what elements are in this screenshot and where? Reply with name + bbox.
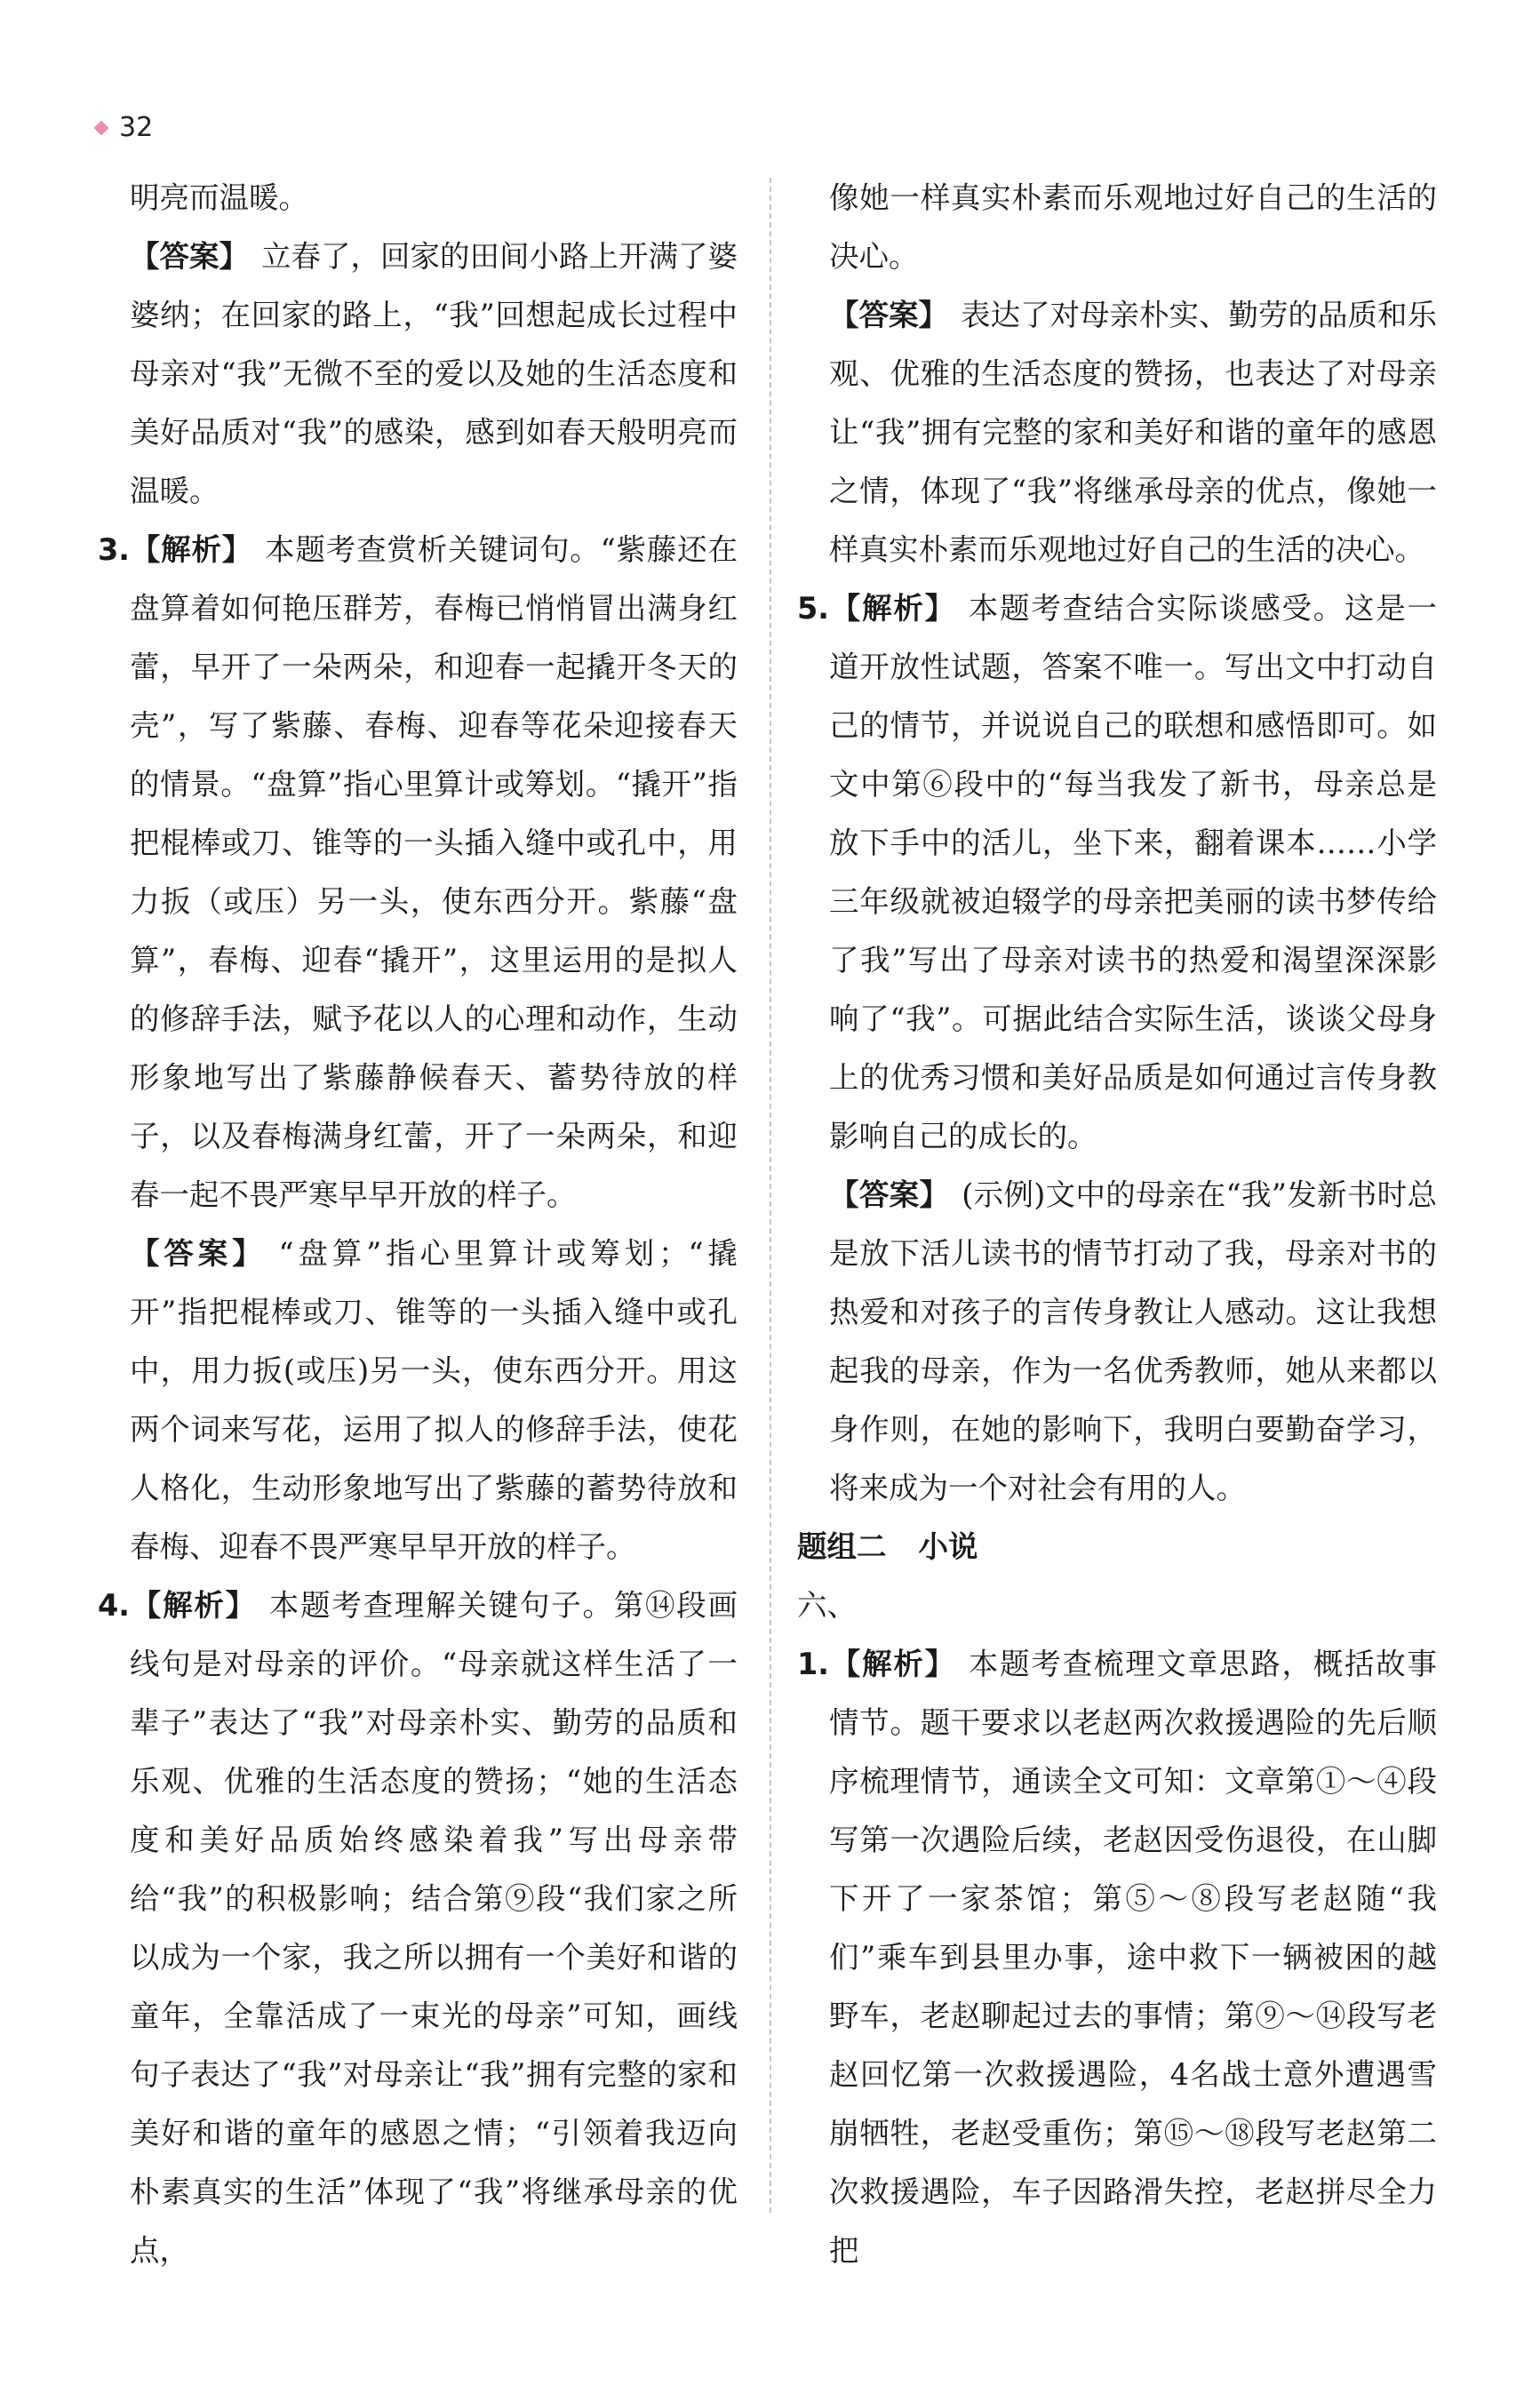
answer-text: 表达了对母亲朴实、勤劳的品质和乐观、优雅的生活态度的赞扬，也表达了对母亲让“我”拥有完整的家和美好和谐的童年的感恩之情，体现了“我”将继承母亲的优点，像她一样真实朴素而乐观地过好自己的生活的决心。 [829, 298, 1437, 567]
group-label: 题组二 [797, 1529, 887, 1564]
right-column [797, 169, 1437, 2280]
question-number: 4. [98, 1588, 131, 1623]
question-1-analysis [797, 1635, 1437, 2280]
group-title: 小说 [918, 1529, 978, 1564]
question-4-analysis [98, 1576, 738, 2280]
analysis-tag: 【解析】 [130, 532, 253, 567]
continued-text: 像她一样真实朴素而乐观地过好自己的生活的决心。 [829, 180, 1437, 274]
analysis-tag: 【解析】 [829, 591, 956, 626]
page-number [96, 112, 153, 143]
section-number: 六、 [797, 1588, 857, 1623]
question-5-analysis [797, 579, 1437, 1166]
page-number-text: 32 [119, 112, 154, 143]
answer-text: 立春了，回家的田间小路上开满了婆婆纳；在回家的路上，“我”回想起成长过程中母亲对“我”无微不至的爱以及她的生活态度和美好品质对“我”的感染，感到如春天般明亮而温暖。 [130, 239, 738, 508]
section-heading [797, 1518, 1437, 1576]
analysis-text: 本题考查结合实际谈感受。这是一道开放性试题，答案不唯一。写出文中打动自己的情节，并说说自己的联想和感悟即可。如文中第⑥段中的“每当我发了新书，母亲总是放下手中的活儿，坐下来，翻着课本……小学三年级就被迫辍学的母亲把美丽的读书梦传给了我”写出了母亲对读书的热爱和渴望深深影响了“我”。可据此结合实际生活，谈谈父母身上的优秀习惯和美好品质是如何通过言传身教影响自己的成长的。 [829, 591, 1438, 1153]
question-number: 1. [797, 1647, 830, 1681]
answer-3 [98, 1225, 738, 1576]
answer-tag: 【答案】 [829, 1177, 950, 1212]
column-divider [770, 178, 771, 2213]
question-3-analysis [98, 521, 738, 1225]
left-column [98, 169, 738, 2280]
question-number: 3. [98, 532, 131, 567]
answer-4 [797, 286, 1437, 579]
analysis-text: 本题考查理解关键句子。第⑭段画线句是对母亲的评价。“母亲就这样生活了一辈子”表达了“我”对母亲朴实、勤劳的品质和乐观、优雅的生活态度的赞扬；“她的生活态度和美好品质始终感染着我”写出母亲带给“我”的积极影响；结合第⑨段“我们家之所以成为一个家，我之所以拥有一个美好和谐的童年，全靠活成了一束光的母亲”可知，画线句子表达了“我”对母亲让“我”拥有完整的家和美好和谐的童年的感恩之情；“引领着我迈向朴素真实的生活”体现了“我”将继承母亲的优点， [130, 1588, 738, 2268]
answer-tag: 【答案】 [130, 239, 249, 274]
answer-5 [797, 1166, 1437, 1518]
analysis-text: 本题考查梳理文章思路，概括故事情节。题干要求以老赵两次救援遇险的先后顺序梳理情节，通读全文可知：文章第①～④段写第一次遇险后续，老赵因受伤退役，在山脚下开了一家茶馆；第⑤～⑧段写老赵随“我们”乘车到县里办事，途中救下一辆被困的越野车，老赵聊起过去的事情；第⑨～⑭段写老赵回忆第一次救援遇险，4名战士意外遭遇雪崩牺牲，老赵受重伤；第⑮～⑱段写老赵第二次救援遇险，车子因路滑失控，老赵拼尽全力把 [829, 1647, 1438, 2268]
analysis-tag: 【解析】 [829, 1647, 956, 1681]
answer-2 [98, 227, 738, 521]
answer-tag: 【答案】 [829, 298, 948, 332]
question-number: 5. [797, 591, 830, 626]
answer-tag: 【答案】 [130, 1236, 267, 1271]
analysis-tag: 【解析】 [130, 1588, 257, 1623]
analysis-text: 本题考查赏析关键词句。“紫藤还在盘算着如何艳压群芳，春梅已悄悄冒出满身红蕾，早开了一朵两朵，和迎春一起撬开冬天的壳”，写了紫藤、春梅、迎春等花朵迎接春天的情景。“盘算”指心里算计或筹划。“撬开”指把棍棒或刀、锥等的一头插入缝中或孔中，用力扳（或压）另一头，使东西分开。紫藤“盘算”，春梅、迎春“撬开”，这里运用的是拟人的修辞手法，赋予花以人的心理和动作，生动形象地写出了紫藤静候春天、蓄势待放的样子，以及春梅满身红蕾，开了一朵两朵，和迎春一起不畏严寒早早开放的样子。 [130, 532, 738, 1212]
answer-text: “盘算”指心里算计或筹划；“撬开”指把棍棒或刀、锥等的一头插入缝中或孔中，用力扳(或压)另一头，使东西分开。用这两个词来写花，运用了拟人的修辞手法，使花人格化，生动形象地写出了紫藤的蓄势待放和春梅、迎春不畏严寒早早开放的样子。 [130, 1236, 738, 1564]
continued-text: 明亮而温暖。 [130, 180, 308, 215]
answer-text: (示例)文中的母亲在“我”发新书时总是放下活儿读书的情节打动了我，母亲对书的热爱和对孩子的言传身教让人感动。这让我想起我的母亲，作为一名优秀教师，她从来都以身作则，在她的影响下，我明白要勤奋学习，将来成为一个对社会有用的人。 [829, 1177, 1437, 1505]
diamond-icon [94, 120, 109, 135]
